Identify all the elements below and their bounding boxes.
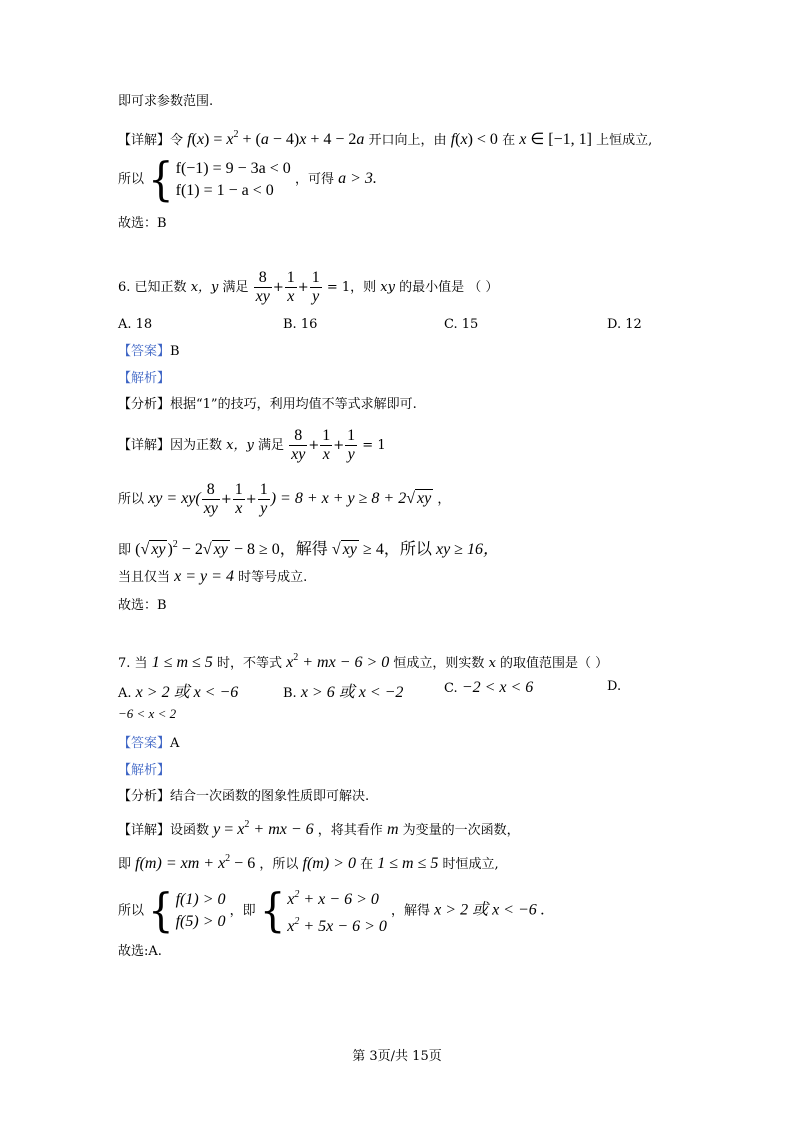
answer-line: 【答案】A [118,736,180,751]
analysis-text: 【分析】结合一次函数的图象性质即可解决. [118,789,370,804]
text-line: 故选：B [118,216,167,231]
question-6: 6. 已知正数 x，y 满足 $\frac{8}{xy}$ + $\frac{1}{x}$ + $\frac{1}{y}$ = 1，则 xy 的最小值是 （ ） [118,269,499,305]
analysis-label: 【解析】 [118,371,171,386]
system-line: 所以 { f(−1) = 9 − 3a < 0 f(1) = 1 − a < 0 ，可得 a > 3. [118,153,377,206]
option-d-value: −6 < x < 2 [118,706,177,721]
analysis-text: 【分析】根据“1”的技巧，利用均值不等式求解即可. [118,397,417,412]
text-line: 即可求参数范围. [118,94,214,109]
option-c: C. −2 < x < 6 [444,679,534,696]
answer-line: 【答案】B [118,344,180,359]
analysis-label: 【解析】 [118,763,171,778]
option-c: C. 15 [444,317,479,332]
option-a: A. 18 [118,317,153,332]
question-7: 7. 当 1 ≤ m ≤ 5 时，不等式 $x^2$ + mx − 6 > 0 恒成立，则实数 x 的取值范围是（ ） [118,652,609,671]
derivation-line: 即 (√ xy )$^2$ − 2√ xy − 8 ≥ 0，解得 √ xy ≥ 4，所以 xy ≥ 16， [118,539,499,558]
derivation-line: 即 f(m) = xm + $x^2 - 6$ ，所以 f(m) > 0 在 1 ≤ m ≤ 5 时恒成立, [118,853,499,872]
system-line: 所以 { f(1) > 0 f(5) > 0 ，即 { $x^2 + x - 6 > 0$ $x^2 + 5x - 6 > 0$ ，解得 x > 2 或 x < −6 . [118,884,545,938]
option-a: A. x > 2 或 x < −6 [118,684,239,701]
detail-line: 【详解】因为正数 x，y 满足 $\frac{8}{xy}$ + $\frac{1}{x}$ + $\frac{1}{y}$ = 1 [118,427,386,463]
text-line: 故选:A. [118,944,162,959]
derivation-line: 所以 xy = xy( $\frac{8}{xy}$ + $\frac{1}{x}$ + $\frac{1}{y}$ ) = 8 + x + y ≥ 8 + 2√ xy ， [118,481,451,517]
page-footer: 第 3页/共 15页 [352,1049,442,1064]
detail-line: 【详解】令 $f(x) = x^2 + (a - 4)x + 4 - 2a$ 开口向上，由 f(x) < 0 在 x ∈ [−1, 1] 上恒成立, [118,129,653,148]
math-expression: $f(x) = x^2 + (a - 4)x + 4 - 2a$ [187,129,365,148]
option-b: B. x > 6 或 x < −2 [283,684,404,701]
option-d: D. [607,679,622,694]
detail-line: 【详解】设函数 $y = x^2$ + mx − 6 ，将其看作 m 为变量的一次函数， [118,819,520,838]
option-b: B. 16 [283,317,318,332]
text-line: 当且仅当 x = y = 4 时等号成立. [118,568,308,585]
option-d: D. 12 [607,317,642,332]
text-line: 故选：B [118,598,167,613]
